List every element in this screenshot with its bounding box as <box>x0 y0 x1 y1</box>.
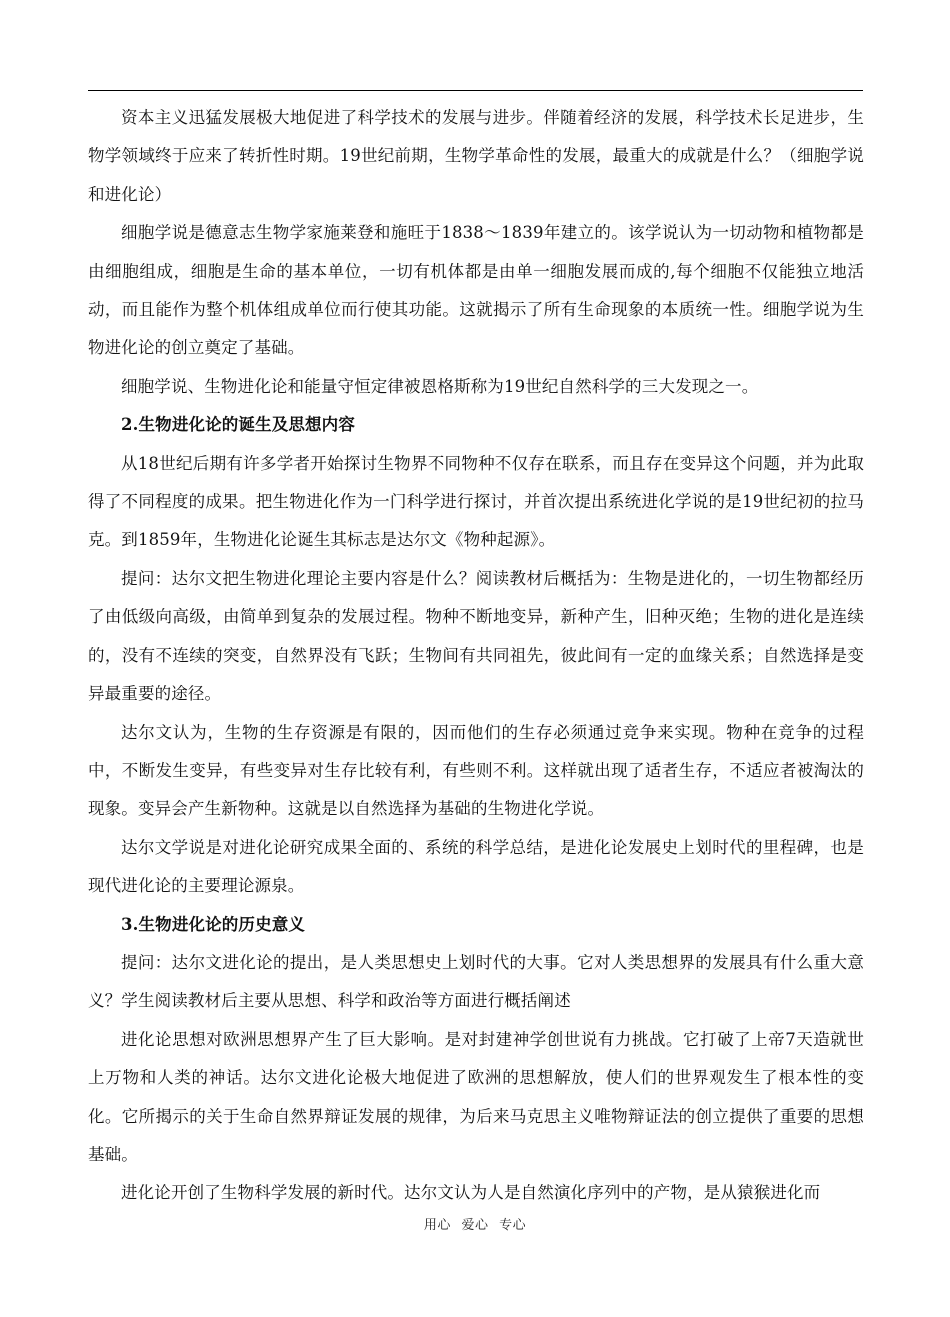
paragraph: 细胞学说是德意志生物学家施莱登和施旺于1838～1839年建立的。该学说认为一切动物和植物都是由细胞组成，细胞是生命的基本单位，一切有机体都是由单一细胞发展而成的,每个细胞不仅能独立地活动，而且能作为整个机体组成单位而行使其功能。这就揭示了所有生命现象的本质统一性。细胞学说为生物进化论的创立奠定了基础。 <box>88 223 864 358</box>
paragraph: 达尔文认为，生物的生存资源是有限的，因而他们的生存必须通过竞争来实现。物种在竞争的过程中，不断发生变异，有些变异对生存比较有利，有些则不利。这样就出现了适者生存，不适应者被淘汰的现象。变异会产生新物种。这就是以自然选择为基础的生物进化学说。 <box>88 722 864 819</box>
document-body <box>88 99 864 1213</box>
page-footer: 用心 爱心 专心 <box>423 1218 527 1233</box>
paragraph: 细胞学说、生物进化论和能量守恒定律被恩格斯称为19世纪自然科学的三大发现之一。 <box>121 376 759 396</box>
paragraph: 进化论思想对欧洲思想界产生了巨大影响。是对封建神学创世说有力挑战。它打破了上帝7天造就世上万物和人类的神话。达尔文进化论极大地促进了欧洲的思想解放，使人们的世界观发生了根本性的变化。它所揭示的关于生命自然界辩证发展的规律，为后来马克思主义唯物辩证法的创立提供了重要的思想基础。 <box>88 1029 864 1164</box>
paragraph: 提问：达尔文把生物进化理论主要内容是什么？阅读教材后概括为：生物是进化的，一切生物都经历了由低级向高级，由简单到复杂的发展过程。物种不断地变异，新种产生，旧种灭绝；生物的进化是连续的，没有不连续的突变，自然界没有飞跃；生物间有共同祖先，彼此间有一定的血缘关系；自然选择是变异最重要的途径。 <box>88 568 864 704</box>
paragraph: 进化论开创了生物科学发展的新时代。达尔文认为人是自然演化序列中的产物，是从猿猴进化而 <box>121 1183 821 1203</box>
paragraph: 从18世纪后期有许多学者开始探讨生物界不同物种不仅存在联系，而且存在变异这个问题，并为此取得了不同程度的成果。把生物进化作为一门科学进行探讨，并首次提出系统进化学说的是19世纪初的拉马克。到1859年，生物进化论诞生其标志是达尔文《物种起源》。 <box>88 453 864 550</box>
section-heading: 3.生物进化论的历史意义 <box>121 914 306 934</box>
paragraph: 资本主义迅猛发展极大地促进了科学技术的发展与进步。伴随着经济的发展，科学技术长足进步，生物学领域终于应来了转折性时期。19世纪前期，生物学革命性的发展，最重大的成就是什么？（细胞学说和进化论） <box>88 108 864 204</box>
section-heading: 2.生物进化论的诞生及思想内容 <box>121 415 355 435</box>
paragraph: 达尔文学说是对进化论研究成果全面的、系统的科学总结，是进化论发展史上划时代的里程碑，也是现代进化论的主要理论源泉。 <box>88 837 864 896</box>
header-rule <box>88 90 863 91</box>
paragraph: 提问：达尔文进化论的提出，是人类思想史上划时代的大事。它对人类思想界的发展具有什么重大意义？学生阅读教材后主要从思想、科学和政治等方面进行概括阐述 <box>88 952 864 1011</box>
